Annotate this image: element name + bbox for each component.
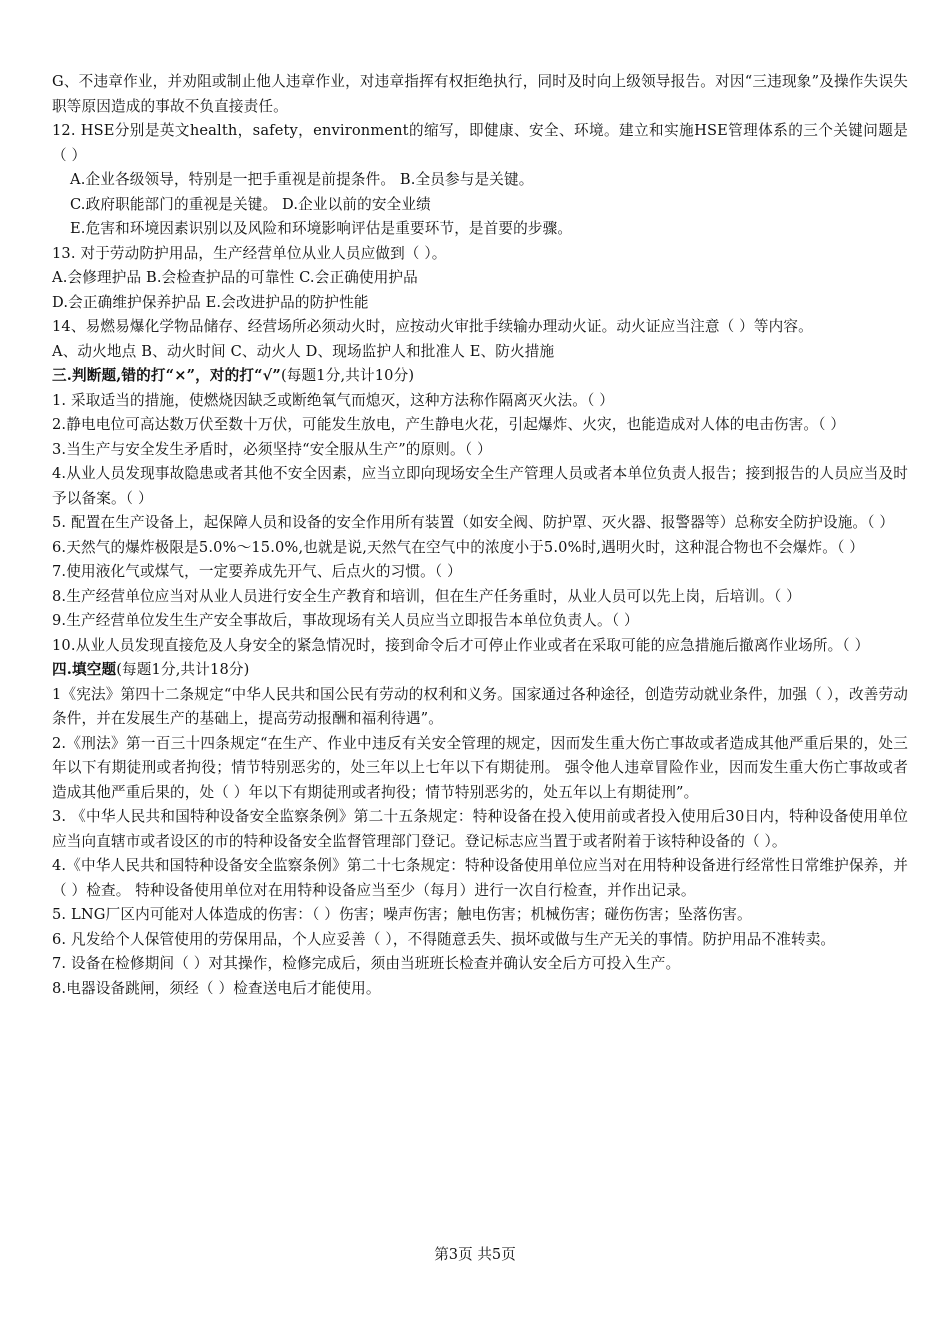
question-text-line: 7.使用液化气或煤气，一定要养成先开气、后点火的习惯。（ ） — [52, 563, 462, 580]
question-text-line: 12. HSE分别是英文health，safety，environment的缩写，即健康、安全、环境。建立和实施HSE管理体系的三个关键问题是（ ） — [52, 122, 908, 164]
question-text-line: 13. 对于劳动防护用品，生产经营单位从业人员应做到（ ）。 — [52, 244, 447, 262]
section-scoring-note: (每题1分,共计10分) — [280, 367, 415, 384]
question-text-line: 2.静电电位可高达数万伏至数十万伏，可能发生放电，产生静电火花，引起爆炸、火灾，也能造成对人体的电击伤害。（ ） — [52, 416, 846, 433]
answer-option-line: E.危害和环境因素识别以及风险和环境影响评估是重要环节，是首要的步骤。 — [70, 220, 573, 237]
question-text-line: 4.从业人员发现事故隐患或者其他不安全因素，应当立即向现场安全生产管理人员或者本单位负责人报告；接到报告的人员应当及时予以备案。（ ） — [52, 465, 908, 507]
section-heading — [52, 658, 908, 683]
question-text-line: 5. LNG厂区内可能对人体造成的伤害：（ ）伤害；噪声伤害；触电伤害；机械伤害；碰伤伤害；坠落伤害。 — [52, 906, 752, 923]
question-text-line: 6. 凡发给个人保管使用的劳保用品，个人应妥善（ ），不得随意丢失、损坏或做与生产无关的事情。防护用品不准转卖。 — [52, 930, 836, 948]
question-text-line: 1《宪法》第四十二条规定“中华人民共和国公民有劳动的权利和义务。国家通过各种途径，创造劳动就业条件，加强（ ），改善劳动条件，并在发展生产的基础上，提高劳动报酬和福利待遇”。 — [52, 685, 908, 727]
question-text-line: A、动火地点 B、动火时间 C、动火人 D、现场监护人和批准人 E、防火措施 — [52, 342, 555, 360]
question-text-line: 10.从业人员发现直接危及人身安全的紧急情况时，接到命令后才可停止作业或者在采取可能的应急措施后撤离作业场所。（ ） — [52, 636, 870, 654]
question-text-line: G、不违章作业，并劝阻或制止他人违章作业，对违章指挥有权拒绝执行，同时及时向上级领导报告。对因“三违现象”及操作失误失职等原因造成的事故不负直接责任。 — [52, 73, 908, 115]
question-text-line: 4.《中华人民共和国特种设备安全监察条例》第二十七条规定：特种设备使用单位应当对在用特种设备进行经常性日常维护保养，并（ ）检查。 特种设备使用单位对在用特种设备应当至少（每月）进行一次自行检查，并作出记录。 — [52, 857, 908, 899]
question-text-line: 9.生产经营单位发生生产安全事故后，事故现场有关人员应当立即报告本单位负责人。（ ） — [52, 612, 639, 629]
question-text-line: 3. 《中华人民共和国特种设备安全监察条例》第二十五条规定：特种设备在投入使用前或者投入使用后30日内，特种设备使用单位应当向直辖市或者设区的市的特种设备安全监督管理部门登记。登记标志应当置于或者附着于该特种设备的（ ）。 — [52, 808, 908, 850]
question-text-line: 2.《刑法》第一百三十四条规定“在生产、作业中违反有关安全管理的规定，因而发生重大伤亡事故或者造成其他严重后果的，处三年以下有期徒刑或者拘役；情节特别恶劣的，处三年以上七年以下有期徒刑。 强令他人违章冒险作业，因而发生重大伤亡事故或者造成其他严重后果的，处（ ）年以下有期徒刑或者拘役；情节特别恶劣的，处五年以上有期徒刑”。 — [52, 734, 908, 801]
question-text-line: 1. 采取适当的措施，使燃烧因缺乏或断绝氧气而熄灭，这种方法称作隔离灭火法。（ ） — [52, 391, 615, 409]
question-text-line: 7. 设备在检修期间（ ）对其操作，检修完成后，须由当班班长检查并确认安全后方可投入生产。 — [52, 955, 681, 972]
question-text-line: 5. 配置在生产设备上，起保障人员和设备的安全作用所有装置（如安全阀、防护罩、灭火器、报警器等）总称安全防护设施。（ ） — [52, 514, 895, 531]
document-body — [52, 70, 908, 1001]
question-text-line: 14、易燃易爆化学物品储存、经营场所必须动火时，应按动火审批手续输办理动火证。动火证应当注意（ ）等内容。 — [52, 318, 813, 335]
answer-option-line: A.企业各级领导，特别是一把手重视是前提条件。 B.全员参与是关键。 — [70, 171, 534, 188]
section-title: 四.填空题 — [52, 661, 117, 678]
section-heading — [52, 364, 908, 389]
question-text-line: 6.天然气的爆炸极限是5.0%～15.0%,也就是说,天然气在空气中的浓度小于5.0%时,遇明火时，这种混合物也不会爆炸。（ ） — [52, 538, 865, 556]
question-text-line: 8.生产经营单位应当对从业人员进行安全生产教育和培训，但在生产任务重时，从业人员可以先上岗，后培训。（ ） — [52, 587, 801, 605]
page-footer: 第3页 共5页 — [434, 1246, 516, 1263]
question-text-line: D.会正确维护保养护品 E.会改进护品的防护性能 — [52, 293, 369, 311]
question-text-line: 8.电器设备跳闸，须经（ ）检查送电后才能使用。 — [52, 979, 381, 997]
question-text-line: 3.当生产与安全发生矛盾时，必须坚持“安全服从生产”的原则。（ ） — [52, 440, 492, 458]
section-scoring-note: (每题1分,共计18分) — [116, 661, 250, 678]
section-title: 三.判断题,错的打“×”，对的打“√” — [52, 367, 281, 384]
answer-option-line: C.政府职能部门的重视是关键。 D.企业以前的安全业绩 — [70, 195, 431, 213]
question-text-line: A.会修理护品 B.会检查护品的可靠性 C.会正确使用护品 — [52, 269, 418, 286]
